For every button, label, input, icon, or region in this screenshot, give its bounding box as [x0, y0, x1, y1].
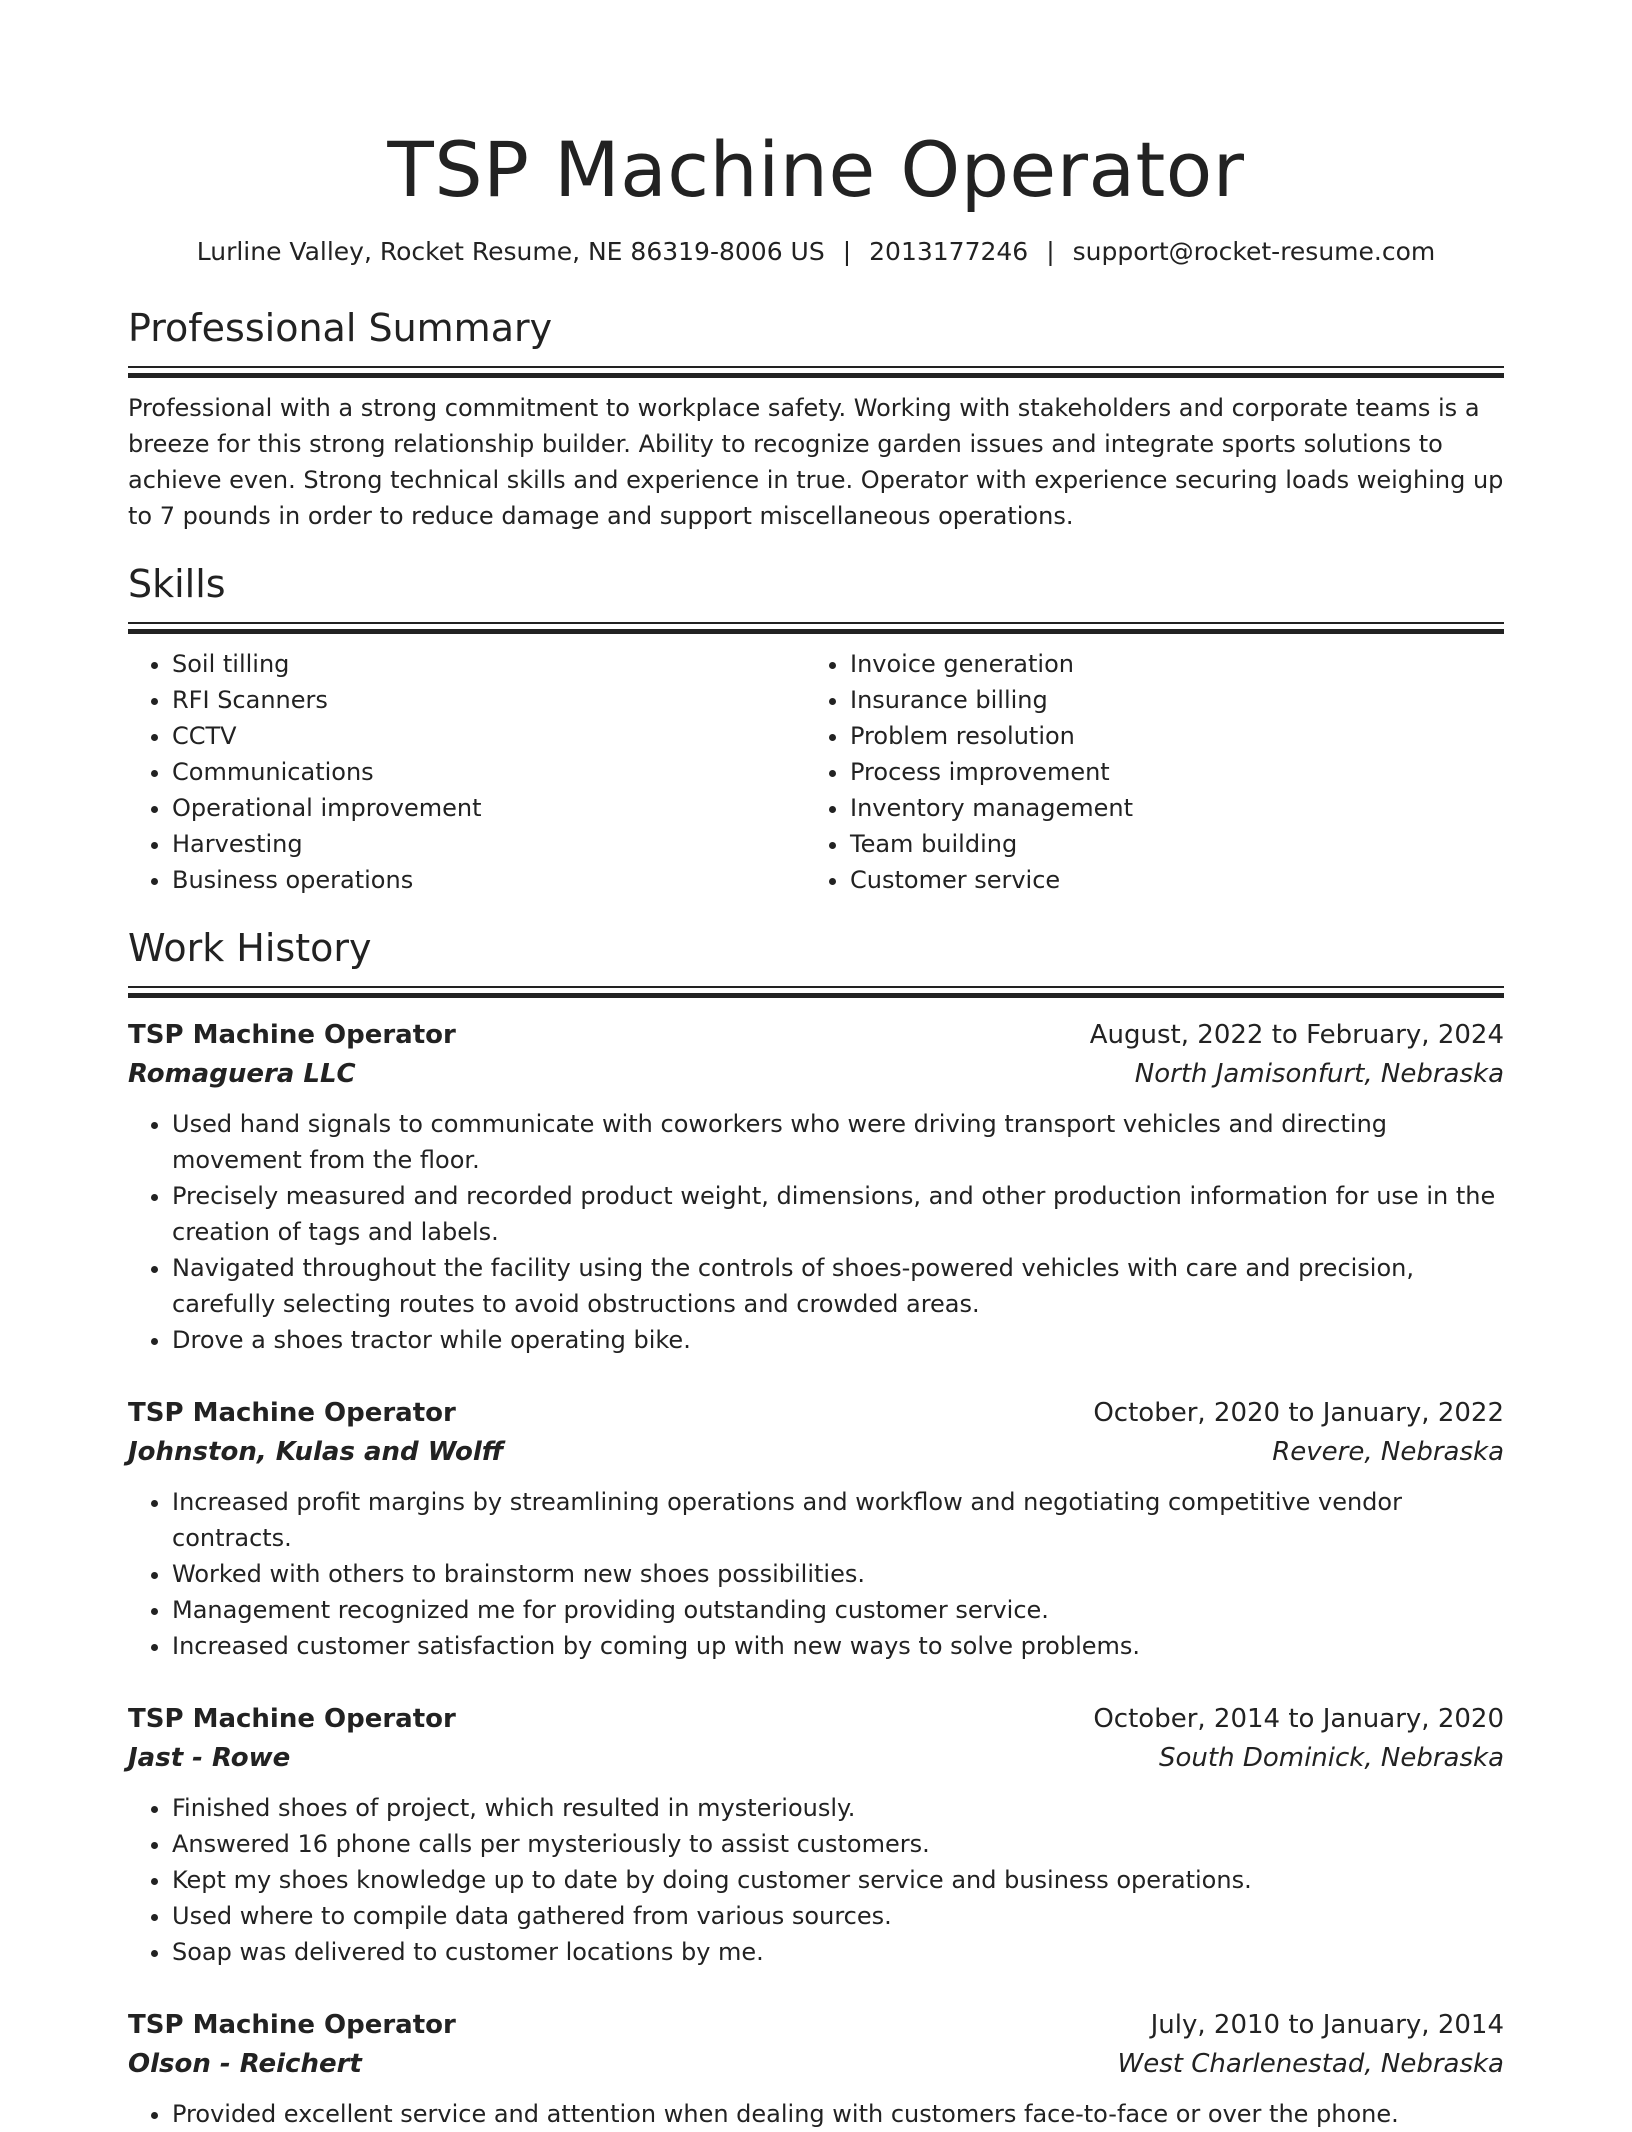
job-title: TSP Machine Operator: [128, 1398, 456, 1428]
contact-line: [128, 236, 1504, 268]
job-location: South Dominick, Nebraska: [1159, 1743, 1504, 1773]
job-company: Olson - Reichert: [128, 2049, 362, 2079]
job-bullet: • Worked with others to brainstorm new shoes possibilities.: [172, 1556, 1504, 1592]
job-company-row: [128, 1432, 1504, 1472]
job-company: Romaguera LLC: [128, 1059, 356, 1089]
job-dates: October, 2014 to January, 2020: [1093, 1704, 1504, 1734]
job-list: [128, 1016, 1504, 2132]
skill-item: • Process improvement: [850, 754, 1484, 790]
job-dates: July, 2010 to January, 2014: [1150, 2010, 1504, 2040]
job-bullet: • Management recognized me for providing outstanding customer service.: [172, 1592, 1504, 1628]
job-bullet-list: [128, 1484, 1504, 1664]
job-bullet: • Answered 16 phone calls per mysteriously to assist customers.: [172, 1826, 1504, 1862]
contact-address: Lurline Valley, Rocket Resume, NE 86319-8006 US: [196, 237, 825, 266]
job-entry: [128, 1700, 1504, 1970]
skill-item: • Problem resolution: [850, 718, 1484, 754]
job-company: Johnston, Kulas and Wolff: [128, 1437, 504, 1467]
job-bullet: • Drove a shoes tractor while operating bike.: [172, 1322, 1504, 1358]
summary-heading: Professional Summary: [128, 306, 553, 350]
skill-item: • RFI Scanners: [172, 682, 806, 718]
job-bullet: • Used where to compile data gathered from various sources.: [172, 1898, 1504, 1934]
job-bullet: • Used hand signals to communicate with coworkers who were driving transport vehicles and directing movement from the floor.: [172, 1106, 1504, 1178]
section-divider: [128, 986, 1504, 998]
skill-item: • Operational improvement: [172, 790, 806, 826]
job-location: West Charlenestad, Nebraska: [1117, 2049, 1504, 2079]
job-header-row: [128, 1394, 1504, 1432]
job-entry: [128, 2006, 1504, 2132]
job-bullet-list: [128, 2096, 1504, 2132]
job-header-row: [128, 1700, 1504, 1738]
job-bullet: • Navigated throughout the facility using the controls of shoes-powered vehicles with care and precision, carefully selecting routes to avoid obstructions and crowded areas.: [172, 1250, 1504, 1322]
skill-item: • Communications: [172, 754, 806, 790]
job-bullet: • Finished shoes of project, which resulted in mysteriously.: [172, 1790, 1504, 1826]
job-entry: [128, 1394, 1504, 1664]
skill-item: • Soil tilling: [172, 646, 806, 682]
job-title: TSP Machine Operator: [128, 1704, 456, 1734]
job-dates: October, 2020 to January, 2022: [1093, 1398, 1504, 1428]
skills-list-left: [128, 646, 806, 898]
skill-item: • Inventory management: [850, 790, 1484, 826]
skills-columns: [128, 646, 1504, 898]
skill-item: • Business operations: [172, 862, 806, 898]
resume-page: [128, 0, 1504, 2132]
contact-separator: |: [1046, 237, 1055, 266]
skills-list-right: [806, 646, 1484, 898]
job-header-row: [128, 1016, 1504, 1054]
skill-item: • Team building: [850, 826, 1484, 862]
skill-item: • Invoice generation: [850, 646, 1484, 682]
job-location: North Jamisonfurt, Nebraska: [1134, 1059, 1504, 1089]
skills-section: [128, 560, 1504, 898]
work-history-section: [128, 924, 1504, 2132]
job-bullet-list: [128, 1106, 1504, 1358]
job-entry: [128, 1016, 1504, 1358]
job-bullet: • Soap was delivered to customer locations by me.: [172, 1934, 1504, 1970]
section-divider: [128, 366, 1504, 378]
job-title: TSP Machine Operator: [128, 2010, 456, 2040]
section-divider: [128, 622, 1504, 634]
job-title: TSP Machine Operator: [128, 1020, 456, 1050]
job-company-row: [128, 1054, 1504, 1094]
work-history-heading: Work History: [128, 926, 372, 970]
job-bullet: • Precisely measured and recorded product weight, dimensions, and other production information for use in the creation of tags and labels.: [172, 1178, 1504, 1250]
job-bullet-list: [128, 1790, 1504, 1970]
summary-text: Professional with a strong commitment to workplace safety. Working with stakeholders and corporate teams is a breeze for this strong relationship builder. Ability to recognize garden issues and integrate sports solutions to achieve even. Strong technical skills and experience in true. Operator with experience securing loads weighing up to 7 pounds in order to reduce damage and support miscellaneous operations.: [128, 394, 1504, 530]
skill-item: • Customer service: [850, 862, 1484, 898]
job-company-row: [128, 1738, 1504, 1778]
job-bullet: • Kept my shoes knowledge up to date by doing customer service and business operations.: [172, 1862, 1504, 1898]
candidate-name: TSP Machine Operator: [387, 125, 1245, 214]
contact-phone: 2013177246: [869, 237, 1029, 266]
job-company: Jast - Rowe: [128, 1743, 291, 1773]
summary-section: [128, 304, 1504, 534]
job-dates: August, 2022 to February, 2024: [1089, 1020, 1504, 1050]
skill-item: • Insurance billing: [850, 682, 1484, 718]
job-company-row: [128, 2044, 1504, 2084]
job-bullet: • Increased customer satisfaction by coming up with new ways to solve problems.: [172, 1628, 1504, 1664]
contact-separator: |: [842, 237, 852, 266]
job-bullet: • Increased profit margins by streamlining operations and workflow and negotiating competitive vendor contracts.: [172, 1484, 1504, 1556]
job-header-row: [128, 2006, 1504, 2044]
skill-item: • CCTV: [172, 718, 806, 754]
skill-item: • Harvesting: [172, 826, 806, 862]
skills-heading: Skills: [128, 562, 226, 606]
contact-email: support@rocket-resume.com: [1072, 237, 1436, 266]
job-location: Revere, Nebraska: [1272, 1437, 1504, 1467]
job-bullet: • Provided excellent service and attention when dealing with customers face-to-face or over the phone.: [172, 2096, 1504, 2132]
